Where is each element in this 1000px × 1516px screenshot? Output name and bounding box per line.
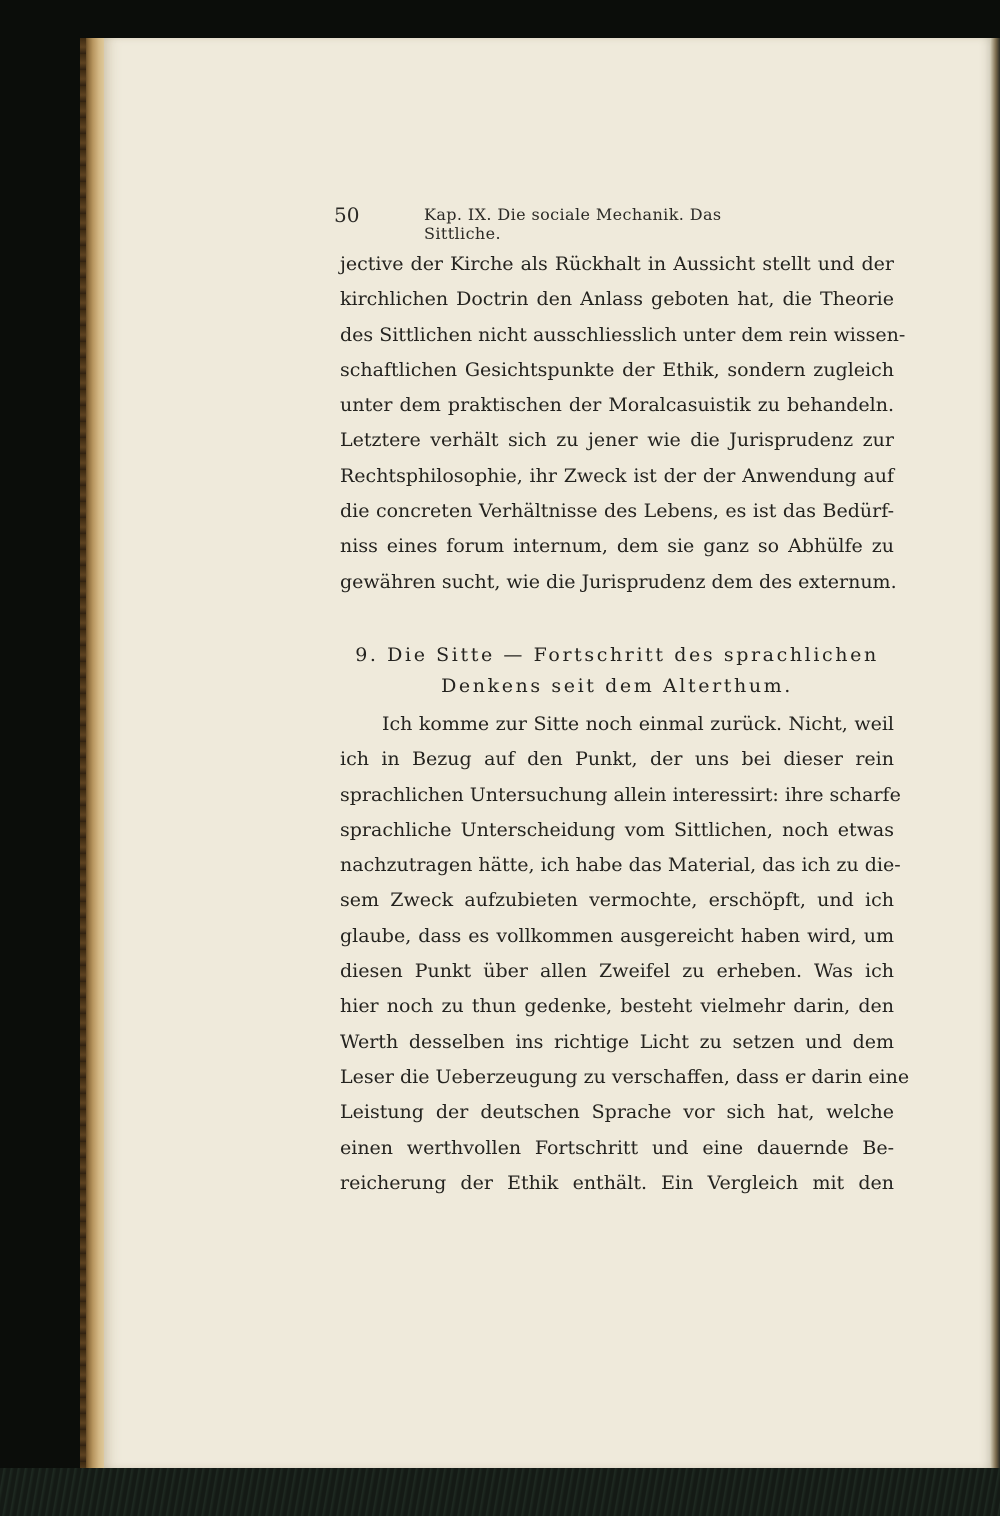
text-line: sprachliche Unterscheidung vom Sittlichen, noch etwas (340, 818, 894, 841)
text-line: diesen Punkt über allen Zweifel zu erheben. Was ich (340, 960, 894, 983)
text-line: Werth desselben ins richtige Licht zu setzen und dem (340, 1030, 894, 1053)
text-line: hier noch zu thun gedenke, besteht vielmehr darin, den (340, 995, 894, 1018)
page-right-edge (990, 38, 1000, 1468)
text-line: reicherung der Ethik enthält. Ein Vergleich mit den (340, 1171, 894, 1194)
text-line: Letztere verhält sich zu jener wie die Jurisprudenz zur (340, 429, 894, 452)
text-line: Leistung der deutschen Sprache vor sich hat, welche (340, 1101, 894, 1124)
text-line: nachzutragen hätte, ich habe das Material, das ich zu die- (340, 854, 901, 877)
section-heading (340, 640, 894, 702)
text-line: einen werthvollen Fortschritt und eine dauernde Be- (340, 1136, 894, 1159)
text-line: schaftlichen Gesichtspunkte der Ethik, sondern zugleich (340, 358, 894, 381)
running-head (334, 201, 804, 243)
text-line: glaube, dass es vollkommen ausgereicht haben wird, um (340, 924, 894, 947)
text-line: ich in Bezug auf den Punkt, der uns bei dieser rein (340, 748, 894, 771)
text-line: gewähren sucht, wie die Jurisprudenz dem des externum. (340, 570, 897, 593)
background-cloth (0, 1468, 1000, 1516)
text-line: Leser die Ueberzeugung zu verschaffen, dass er darin eine (340, 1065, 910, 1088)
paragraph-2 (340, 707, 910, 1201)
text-line: kirchlichen Doctrin den Anlass geboten hat, die Theorie (340, 288, 894, 311)
text-line: Rechtsphilosophie, ihr Zweck ist der der Anwendung auf (340, 464, 894, 487)
text-line: sprachlichen Untersuchung allein interessirt: ihre scharfe (340, 783, 901, 806)
section-heading-line: Denkens seit dem Alterthum. (441, 675, 793, 697)
text-line: jective der Kirche als Rückhalt in Aussicht stellt und der (340, 253, 894, 275)
page-number: 50 (334, 203, 360, 227)
text-line: Ich komme zur Sitte noch einmal zurück. Nicht, weil (382, 713, 894, 735)
text-line: die concreten Verhältnisse des Lebens, es ist das Bedürf- (340, 500, 894, 523)
book-spine-edge (80, 38, 106, 1468)
text-line: unter dem praktischen der Moralcasuistik zu behandeln. (340, 394, 894, 417)
chapter-title: Kap. IX. Die sociale Mechanik. Das Sittliche. (424, 205, 722, 243)
section-heading-line: 9. Die Sitte — Fortschritt des sprachlichen (355, 644, 879, 666)
text-line: sem Zweck aufzubieten vermochte, erschöpft, und ich (340, 889, 894, 912)
paragraph-1 (340, 247, 906, 600)
text-line: niss eines forum internum, dem sie ganz so Abhülfe zu (340, 535, 894, 558)
text-line: des Sittlichen nicht ausschliesslich unter dem rein wissen- (340, 323, 906, 346)
